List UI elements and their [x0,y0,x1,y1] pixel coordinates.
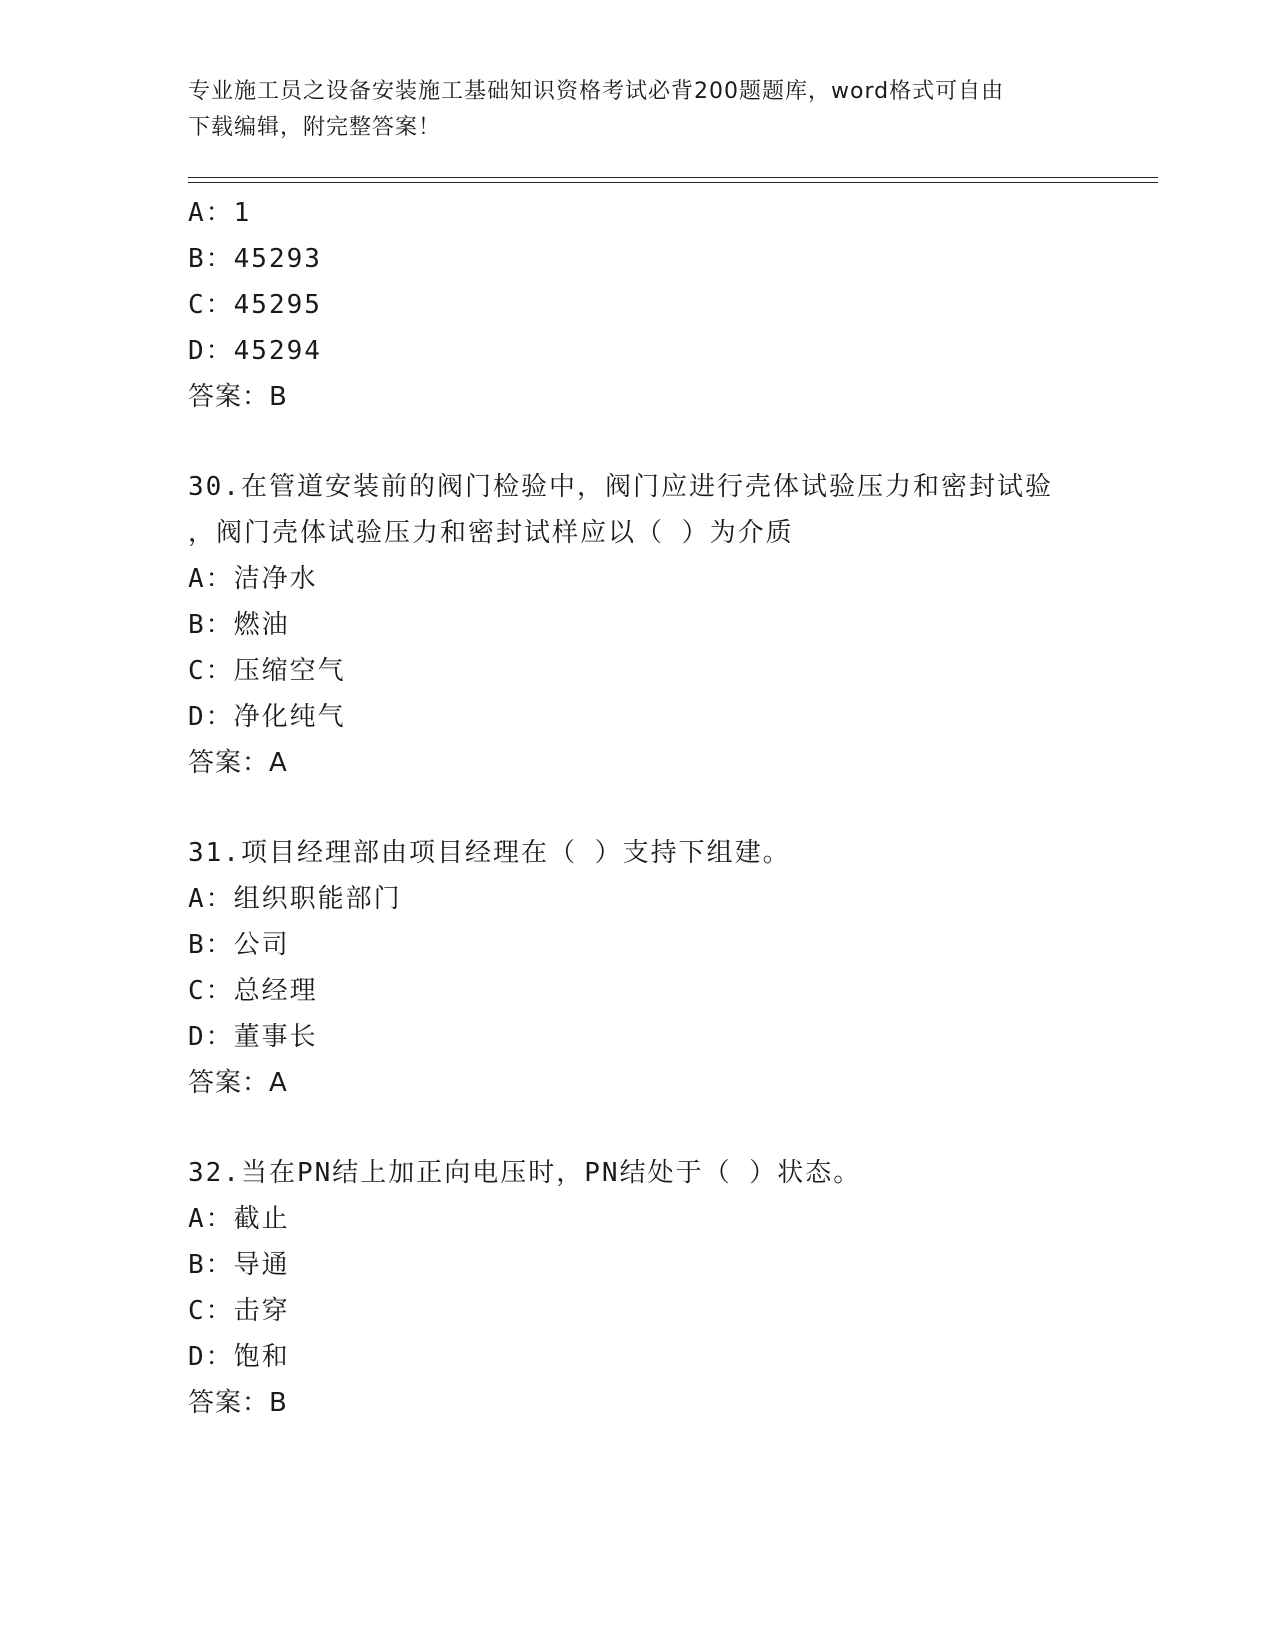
option-b: B：45293 [188,244,322,274]
option-b: B：导通 [188,1250,290,1280]
question-stem: ，阀门壳体试验压力和密封试样应以（ ）为介质 [188,518,794,548]
header-divider-bottom [188,182,1158,183]
option-a: A：洁净水 [188,564,318,594]
option-a: A：1 [188,198,252,228]
question-block-32 [188,1150,1088,1426]
option-c: C：击穿 [188,1296,290,1326]
option-c: C：压缩空气 [188,656,346,686]
option-c: C：总经理 [188,976,318,1006]
document-header [188,74,1088,146]
option-b: B：燃油 [188,610,290,640]
question-block-31 [188,830,1088,1106]
option-d: D：45294 [188,336,322,366]
question-block-30 [188,464,1088,786]
question-block-29 [188,190,1088,420]
answer-line: 答案：B [188,1388,288,1418]
question-stem: 31.项目经理部由项目经理在（ ）支持下组建。 [188,838,791,868]
option-d: D：饱和 [188,1342,290,1372]
header-line-1: 专业施工员之设备安装施工基础知识资格考试必背200题题库，word格式可自由 [188,79,1005,104]
question-stem: 30.在管道安装前的阀门检验中，阀门应进行壳体试验压力和密封试验 [188,472,1053,502]
option-a: A：组织职能部门 [188,884,402,914]
option-a: A：截止 [188,1204,290,1234]
header-line-2: 下载编辑，附完整答案！ [188,115,442,140]
question-list [188,190,1088,1426]
answer-line: 答案：A [188,1068,288,1098]
option-d: D：董事长 [188,1022,318,1052]
option-b: B：公司 [188,930,290,960]
header-divider-top [188,177,1158,178]
answer-line: 答案：B [188,382,288,412]
question-stem: 32.当在PN结上加正向电压时，PN结处于（ ）状态。 [188,1158,862,1188]
option-c: C：45295 [188,290,322,320]
answer-line: 答案：A [188,748,288,778]
option-d: D：净化纯气 [188,702,346,732]
